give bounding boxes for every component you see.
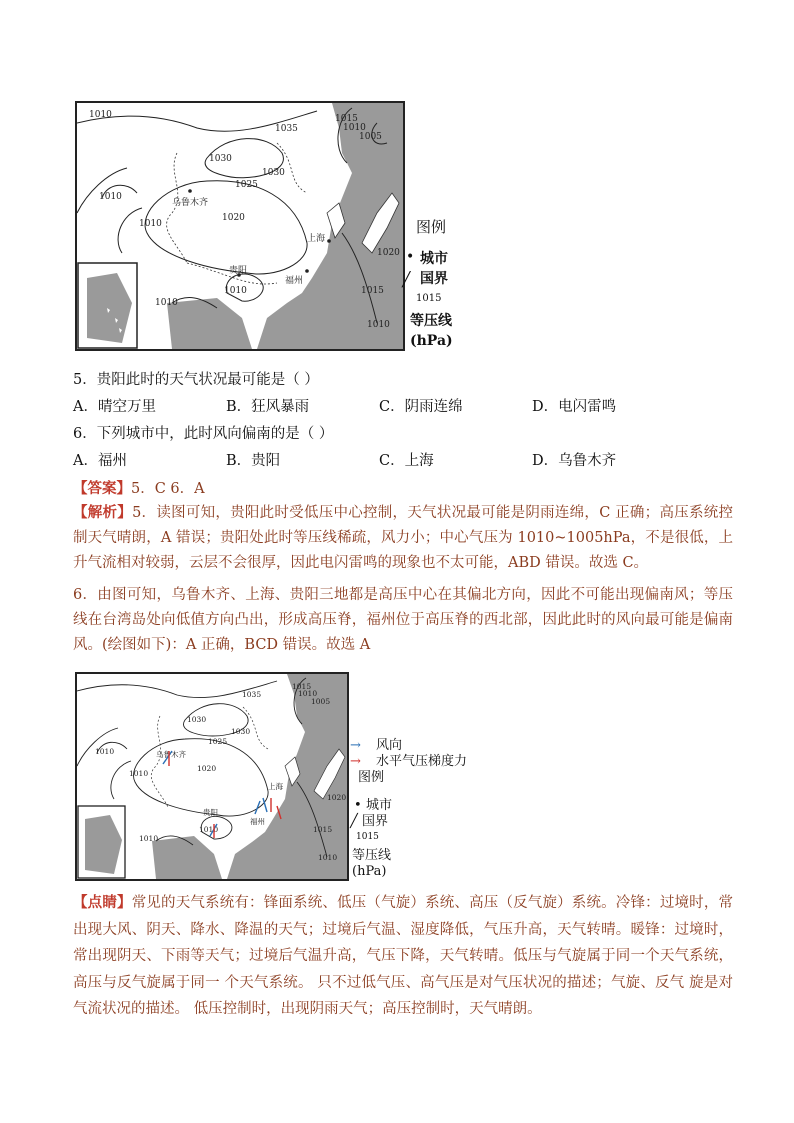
q6-option-d: D．乌鲁木齐: [532, 453, 617, 469]
legend-isobar-value: 1015: [416, 293, 442, 304]
isobar-label: 1010: [199, 825, 219, 834]
q5-option-a: A．晴空万里: [73, 399, 156, 415]
legend-1: [402, 220, 482, 350]
city-dot-icon: •: [406, 249, 415, 265]
weather-map-1: [75, 101, 405, 351]
q5-option-c: C．阴雨连绵: [379, 399, 463, 415]
isobar-label: 1020: [197, 764, 217, 773]
tip-paragraph: [73, 890, 733, 1023]
legend-city: 城市: [420, 251, 448, 267]
legend-unit: (hPa): [352, 864, 387, 879]
isobar-label: 1035: [242, 690, 262, 699]
tip-tag: 【点睛】: [73, 894, 132, 911]
isobar-label: 1010: [318, 853, 338, 862]
isobar-label: 1010: [139, 834, 159, 843]
legend-isobar: 等压线: [352, 848, 392, 863]
isobar-label: 1015: [361, 286, 384, 296]
isobar-label: 1010: [129, 769, 149, 778]
isobar-label: 1005: [311, 697, 331, 706]
legend-border: 国界: [362, 814, 389, 829]
legend-title: 图例: [416, 218, 447, 236]
legend-city: 城市: [366, 798, 393, 813]
isobar-label: 1010: [155, 298, 178, 308]
tip-text: 常见的天气系统有：锋面系统、低压（气旋）系统、高压（反气旋）系统。冷锋：过境时，常出现大风、阴天、降水、降温的天气；过境后气温、湿度降低，气压升高，天气转晴。暖锋：过境时，常出现阴天、下雨等天气；过境后气温升高，气压下降，天气转晴。低压与气旋属于同一个天气系统，高压与反气旋属于同一 个天气系统。 只不过低气压、高气压是对气压状况的描述；气旋、反气 旋是对气流状况的描述。 低压控制时，出现阴雨天气；高压控制时，天气晴朗。: [73, 895, 734, 1017]
weather-map-2: [75, 672, 349, 881]
analysis-tag: 【解析】: [73, 504, 133, 521]
isobar-label: 1030: [209, 154, 232, 164]
legend-gradient: 水平气压梯度力: [376, 754, 468, 769]
border-line-icon: ╱: [350, 814, 358, 829]
question-5-stem: 5．贵阳此时的天气状况最可能是（ ）: [73, 372, 319, 388]
legend-isobar: 等压线: [410, 313, 452, 329]
answer-tag: 【答案】: [73, 480, 131, 497]
legend-title: 图例: [358, 770, 385, 785]
city-label-fuzhou: 福州: [250, 817, 265, 826]
isobar-label: 1030: [231, 727, 251, 736]
q6-option-c: C．上海: [379, 453, 434, 469]
isobar-map-2: [77, 674, 347, 879]
q6-option-a: A．福州: [73, 453, 127, 469]
isobar-label: 1030: [187, 715, 207, 724]
q5-option-b: B．狂风暴雨: [226, 399, 310, 415]
answer-text: 5．C 6．A: [131, 481, 205, 497]
isobar-label: 1030: [262, 168, 285, 178]
isobar-map-1: [77, 103, 403, 349]
analysis-paragraph-2: 6．由图可知，乌鲁木齐、上海、贵阳三地都是高压中心在其偏北方向，因此不可能出现偏南风；等压线在台湾岛处向低值方向凸出，形成高压脊，福州位于高压脊的西北部，因此此时的风向最可能是偏南风。(绘图如下)：A 正确，BCD 错误。故选 A: [73, 587, 733, 653]
isobar-label: 1020: [327, 793, 347, 802]
isobar-label: 1010: [99, 192, 122, 202]
isobar-label: 1010: [95, 747, 115, 756]
city-label-shanghai: 上海: [307, 234, 326, 244]
border-line-icon: ╱: [402, 272, 411, 288]
q5-option-d: D．电闪雷鸣: [532, 399, 617, 415]
city-label-shanghai: 上海: [268, 782, 283, 791]
analysis-paragraph-1: [73, 500, 733, 576]
city-dot-icon: •: [354, 798, 362, 813]
city-label-urumqi: 乌鲁木齐: [156, 750, 186, 759]
question-6-stem: 6．下列城市中，此时风向偏南的是（ ）: [73, 426, 334, 442]
analysis-text-1: 5．读图可知，贵阳此时受低压中心控制，天气状况最可能是阴雨连绵，C 正确；高压系统控制天气晴朗，A 错误；贵阳处此时等压线稀疏，风力小；中心气压为 1010~1005hPa，不是很低，上升气流相对较弱，云层不会很厚，因此电闪雷鸣的现象也不太可能，ABD 错误。故选 C。: [73, 505, 733, 571]
isobar-label: 1010: [367, 320, 390, 330]
isobar-label: 1015: [335, 114, 358, 124]
isobar-label: 1010: [139, 219, 162, 229]
city-label-urumqi: 乌鲁木齐: [172, 198, 209, 208]
city-label-guiyang: 贵阳: [203, 808, 218, 817]
isobar-label: 1020: [377, 248, 400, 258]
city-label-guiyang: 贵阳: [229, 266, 248, 276]
isobar-label: 1010: [343, 123, 366, 133]
legend-unit: (hPa): [410, 333, 453, 349]
isobar-label: 1025: [208, 737, 228, 746]
isobar-label: 1035: [275, 124, 298, 134]
isobar-label: 1015: [292, 682, 312, 691]
legend-2: [350, 735, 510, 880]
isobar-label: 1010: [224, 286, 247, 296]
isobar-label: 1025: [235, 180, 258, 190]
gradient-arrow-icon: →: [350, 754, 361, 769]
isobar-label: 1020: [222, 213, 245, 223]
answer-line: [73, 477, 205, 498]
isobar-label: 1010: [298, 689, 318, 698]
isobar-label: 1005: [359, 132, 382, 142]
legend-isobar-value: 1015: [356, 832, 379, 842]
legend-wind: 风向: [376, 738, 403, 753]
wind-arrow-icon: →: [350, 738, 361, 753]
isobar-label: 1015: [313, 825, 333, 834]
legend-border: 国界: [420, 271, 448, 287]
q6-option-b: B．贵阳: [226, 453, 281, 469]
isobar-label: 1010: [89, 110, 112, 120]
city-label-fuzhou: 福州: [285, 276, 304, 286]
